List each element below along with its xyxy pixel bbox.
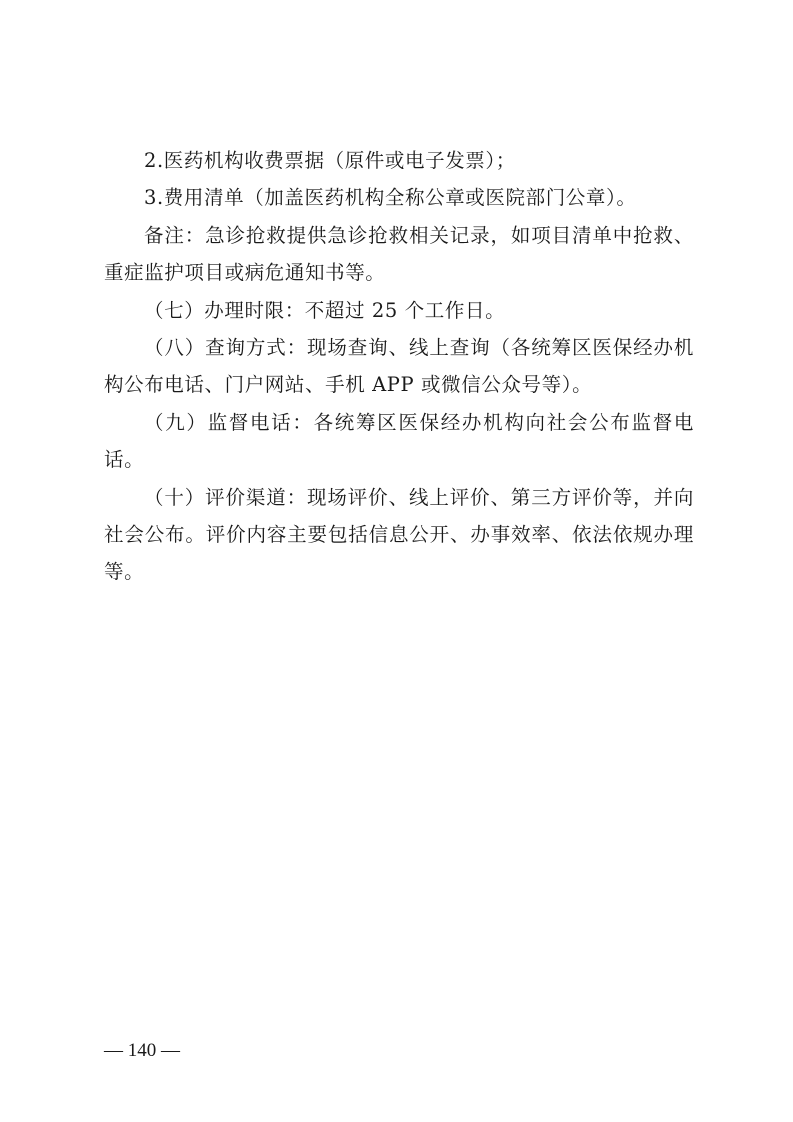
document-body: [104, 142, 694, 591]
paragraph-remark: 备注：急诊抢救提供急诊抢救相关记录，如项目清单中抢救、重症监护项目或病危通知书等。: [104, 223, 694, 285]
paragraph-evaluation-channel: （十）评价渠道：现场评价、线上评价、第三方评价等，并向社会公布。评价内容主要包括信息公开、办事效率、依法依规办理等。: [104, 485, 694, 584]
paragraph-supervision-phone: （九）监督电话：各统筹区医保经办机构向社会公布监督电话。: [104, 410, 694, 472]
paragraph-time-limit: （七）办理时限：不超过 25 个工作日。: [144, 298, 506, 322]
paragraph-query-method: （八）查询方式：现场查询、线上查询（各统筹区医保经办机构公布电话、门户网站、手机 APP 或微信公众号等）。: [104, 336, 694, 397]
page-number: — 140 —: [104, 1040, 180, 1061]
paragraph-receipts: 2.医药机构收费票据（原件或电子发票）；: [144, 149, 516, 172]
paragraph-expense-list: 3.费用清单（加盖医药机构全称公章或医院部门公章）。: [144, 186, 637, 210]
